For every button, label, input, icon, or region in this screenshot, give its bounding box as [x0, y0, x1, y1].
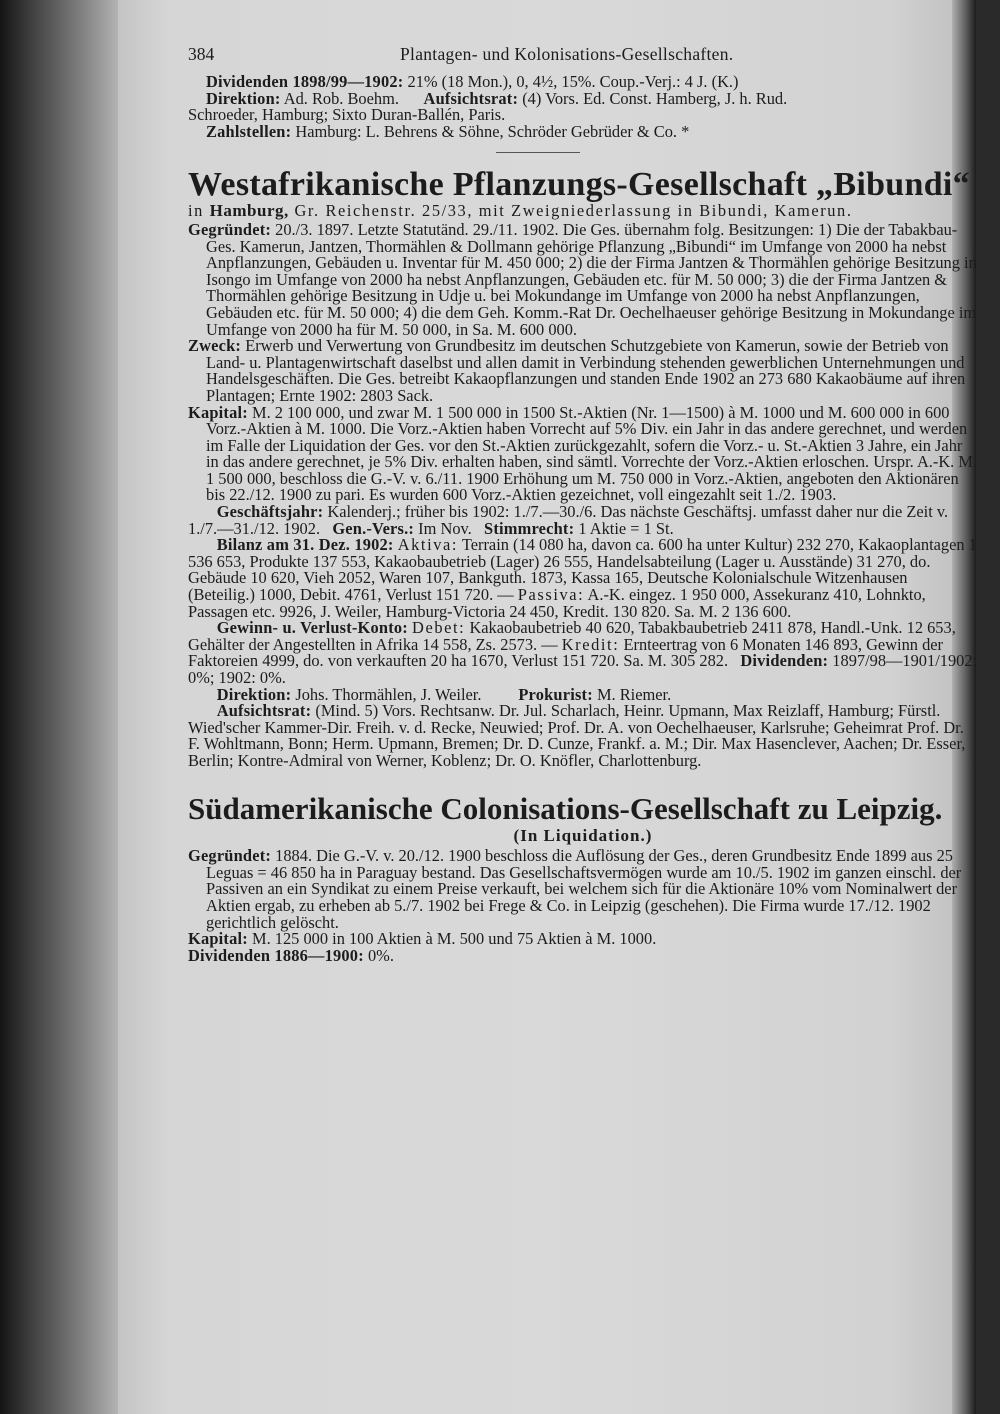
zweck-paragraph: Zweck: Erwerb und Verwertung von Grundbesitz im deutschen Schutzgebiete von Kamerun, sowie der Betrieb von Land- u. Plantagenwirtschaft daselbst und allen damit in Verbindung stehenden gewerblichen Unternehmungen und Handelsgeschäften. Die Ges. betreibt Kakaopflanzungen und standen Ende 1902 an 273 680 Kakaobäume auf ihren Plantagen; Ernte 1902: 2803 Sack. — [188, 336, 966, 405]
guv-paragraph: Gewinn- u. Verlust-Konto: Debet: Kakaobaubetrieb 40 620, Tabakbaubetrieb 2411 878, Handl.-Unk. 12 653, Gehälter der Angestellten in Afrika 14 558, Zs. 2573. — Kredit: Ernteertrag von 6 Monaten 146 893, Gewinn der Faktoreien 4999, do. von verkauften 20 ha 1670, Verlust 151 720. Sa. M. 305 282. Dividenden: 1897/98—1901/1902: 0%; 1902: 0%. — [188, 618, 978, 687]
gegruendet-paragraph: Gegründet: 1884. Die G.-V. v. 20./12. 1900 beschloss die Auflösung der Ges., deren Grundbesitz Ende 1899 aus 25 Leguas = 46 850 ha in Paraguay bestand. Das Gesellschaftsvermögen wurde am 10./5. 1902 im ganzen einschl. der Passiven an ein Syndikat zu einem Preise verkauft, bei welchem sich für die Aktionäre 10% vom Nominalwert der Aktien ergab, zu erheben ab 5./7. 1902 bei Frege & Co. in Leipzig (geschehen). Die Firma wurde 17./12. 1902 gerichtlich gelöscht. — [188, 846, 962, 932]
gegruendet-paragraph: Gegründet: 20./3. 1897. Letzte Statutänd. 29./11. 1902. Die Ges. übernahm folg. Besitzungen: 1) Die der Tabakbau-Ges. Kamerun, Jantzen, Thormählen & Dollmann gehörige Pflanzung „Bibundi“ im Umfange von 2000 ha nebst Anpflanzungen, Gebäuden u. Inventar für M. 450 000; 2) die der Firma Jantzen & Thormählen gehörige Besitzung in Isongo im Umfange von 2000 ha nebst Anpflanzungen, Gebäuden etc. für M. 50 000; 3) die der Firma Jantzen & Thormählen gehörige Besitzung in Udje u. bei Mokundange im Umfange von 2000 ha nebst Anpflanzungen, Gebäuden etc. für M. 50 000; 4) die dem Geh. Komm.-Rat Dr. Oechelhaeuser gehörige Besitzung in Mokundange im Umfange von 2000 ha für M. 50 000, in Sa. M. 600 000. — [188, 219, 977, 339]
direktion-paragraph: Direktion: Johs. Thormählen, J. Weiler. Prokurist: M. Riemer. — [216, 684, 672, 704]
kapital-paragraph: Kapital: M. 125 000 in 100 Aktien à M. 500 und 75 Aktien à M. 1000. — [188, 929, 657, 949]
prev-zahlstellen: Zahlstellen: Hamburg: L. Behrens & Söhne, Schröder Gebrüder & Co. * — [206, 121, 690, 141]
previous-entry-tail — [188, 74, 978, 140]
aufsichtsrat-paragraph: Aufsichtsrat: (Mind. 5) Vors. Rechtsanw. Dr. Jul. Scharlach, Heinr. Upmann, Max Reizlaff, Hamburg; Fürstl. Wied'scher Kammer-Dir. Freih. v. d. Recke, Neuwied; Prof. Dr. A. von Oechelhaeuser, Karlsruhe; Geheimrat Prof. Dr. F. Wohltmann, Bonn; Herm. Upmann, Bremen; Dr. D. Cunze, Frankf. a. M.; Dir. Max Hasenclever, Aachen; Dr. Esser, Berlin; Kontre-Admiral von Werner, Koblenz; Dr. O. Knöfler, Charlottenburg. — [188, 701, 966, 770]
dividenden-paragraph: Dividenden 1886—1900: 0%. — [188, 945, 394, 965]
section-divider — [496, 152, 580, 153]
book-spine-shadow — [0, 0, 118, 1414]
entry-westafrikanische — [188, 167, 978, 769]
company-location: in Hamburg, Gr. Reichenstr. 25/33, mit Zweigniederlassung in Bibundi, Kamerun. — [188, 201, 853, 221]
document-page — [118, 0, 976, 1414]
prev-dividenden: Dividenden 1898/99—1902: 21% (18 Mon.), 0, 4½, 15%. Coup.-Verj.: 4 J. (K.) — [206, 72, 739, 91]
prev-aufsichtsrat-cont: Schroeder, Hamburg; Sixto Duran-Ballén, Paris. — [188, 105, 506, 125]
company-title: Westafrikanische Pflanzungs-Gesellschaft „Bibundi“ — [188, 166, 970, 204]
geschaeftsjahr-paragraph: Geschäftsjahr: Kalenderj.; früher bis 1902: 1./7.—30./6. Das nächste Geschäftsj. umfasst daher nur die Zeit v. 1./7.—31./12. 1902. Gen.-Vers.: Im Nov. Stimmrecht: 1 Aktie = 1 St. — [188, 502, 949, 538]
running-title: Plantagen- und Kolonisations-Gesellschaften. — [400, 44, 734, 64]
bilanz-paragraph: Bilanz am 31. Dez. 1902: Aktiva: Terrain (14 080 ha, davon ca. 600 ha unter Kultur) 232 270, Kakaoplantagen 1 536 653, Produkte 137 553, Kakaobaubetrieb (Lager) 26 555, Handelsabteilung (Lager u. Ausstände) 31 270, do. Gebäude 10 620, Vieh 2052, Waren 107, Bankguth. 1873, Kassa 165, Deutsche Kolonialschule Witzenhausen (Beteilig.) 1000, Debit. 4761, Verlust 151 720. — Passiva: A.-K. eingez. 1 950 000, Assekuranz 410, Lohnkto, Passagen etc. 9926, J. Weiler, Hamburg-Victoria 24 450, Kredit. 130 820. Sa. M. 2 136 600. — [188, 535, 977, 621]
page-number: 384 — [188, 44, 215, 64]
kapital-paragraph: Kapital: M. 2 100 000, und zwar M. 1 500 000 in 1500 St.-Aktien (Nr. 1—1500) à M. 1000 und M. 600 000 in 600 Vorz.-Aktien à M. 1000. Die Vorz.-Aktien haben Vorrecht auf 5% Div. ein Jahr in das andere gerechnet, und werden im Falle der Liquidation der Ges. vor den St.-Aktien zurückgezahlt, sofern die Vorz.- u. St.-Aktien 3 Jahre, ein Jahr in das andere gerechnet, je 5% Div. erhalten haben, sind sämtl. Vorrechte der Vorz.-Aktien erloschen. Urspr. A.-K. M. 1 500 000, beschloss die G.-V. v. 6./11. 1900 Erhöhung um M. 750 000 in Vorz.-Aktien, angeboten den Aktionären bis 22./12. 1900 zu pari. Es wurden 600 Vorz.-Aktien gezeichnet, voll eingezahlt seit 1./2. 1903. — [188, 402, 978, 505]
page-content — [188, 40, 978, 964]
running-header — [188, 40, 978, 74]
company-title: Südamerikanische Colonisations-Gesellschaft zu Leipzig. — [188, 790, 943, 826]
entry-suedamerikanische — [188, 792, 978, 965]
liquidation-status: (In Liquidation.) — [513, 825, 653, 845]
prev-direktion: Direktion: Ad. Rob. Boehm. Aufsichtsrat: (4) Vors. Ed. Const. Hamberg, J. h. Rud. — [206, 88, 788, 108]
